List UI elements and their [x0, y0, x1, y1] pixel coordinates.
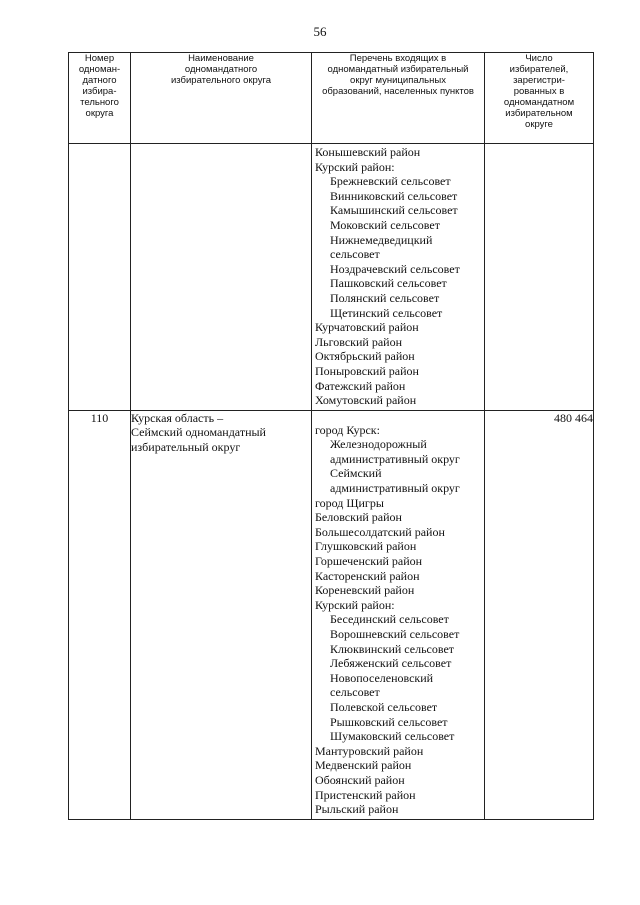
text-line: избирателей,: [509, 64, 569, 75]
list-item: Щетинский сельсовет: [330, 305, 443, 320]
list-item: сельсовет: [330, 247, 380, 262]
list-item: Ворошневский сельсовет: [330, 627, 460, 641]
list-item: административный округ: [330, 451, 460, 466]
list-item: Октябрьский район: [315, 349, 415, 364]
list-item: Ноздрачевский сельсовет: [330, 261, 460, 276]
list-item: Брежневский сельсовет: [330, 174, 451, 189]
header-row: [69, 53, 594, 144]
text-line: одномандатного: [184, 64, 258, 75]
list-item: Камышинский сельсовет: [330, 203, 458, 218]
text-line: образований, населенных пунктов: [322, 86, 474, 97]
voter-count-cell: 480 464: [485, 410, 594, 819]
list-item: Полянский сельсовет: [330, 290, 440, 305]
text-line: Число: [525, 53, 553, 64]
list-item: Железнодорожный: [330, 437, 427, 452]
list-item: Беловский район: [315, 510, 402, 525]
text-line: округе: [525, 119, 553, 130]
page-number: 56: [313, 24, 327, 39]
list-item: город Щигры: [315, 495, 384, 510]
text-line: зарегистри-: [513, 75, 565, 86]
list-item: Поныровский район: [315, 363, 419, 378]
list-item: Кореневский район: [315, 583, 415, 598]
list-item: Пашковский сельсовет: [330, 276, 447, 291]
list-item: Медвенский район: [315, 758, 412, 773]
text-line: Курская область –: [131, 410, 224, 425]
list-item: Обоянский район: [315, 772, 405, 787]
list-item: Шумаковский сельсовет: [330, 729, 455, 744]
text-line: округа: [85, 108, 114, 119]
list-item: Пристенский район: [315, 787, 416, 802]
text-line: Перечень входящих в: [349, 53, 447, 64]
list-item: Конышевский район: [315, 145, 421, 159]
text-line: тельного: [80, 97, 119, 108]
text-line: округ муниципальных: [350, 75, 446, 86]
list-item: город Курск:: [315, 422, 380, 437]
text-line: избирательного округа: [171, 75, 271, 86]
municipalities-cell: [312, 410, 485, 819]
text-line: избирательный округ: [131, 439, 241, 454]
voter-count-cell: [485, 144, 594, 411]
district-name-cell: [131, 410, 312, 819]
list-item: Льговский район: [315, 334, 402, 349]
list-item: Бесединский сельсовет: [330, 612, 449, 627]
list-item: Горшеченский район: [315, 554, 423, 569]
list-item: Курчатовский район: [315, 320, 419, 335]
text-line: одноман-: [78, 64, 121, 75]
list-item: сельсовет: [330, 685, 380, 700]
list-item: Курский район:: [315, 159, 395, 174]
list-item: Клюквинский сельсовет: [330, 641, 455, 656]
text-line: избира-: [82, 86, 117, 97]
text-line: рованных в: [513, 86, 565, 97]
municipality-list: [312, 144, 484, 410]
list-item: Курский район:: [315, 597, 395, 612]
header-voter-count: [485, 53, 594, 144]
district-number-cell: 110: [69, 410, 131, 819]
table-row: [69, 410, 594, 819]
text-line: избирательном: [505, 108, 573, 119]
districts-table: [68, 52, 594, 820]
header-district-number: [69, 53, 131, 144]
list-item: Лебяженский сельсовет: [330, 656, 452, 671]
list-item: Нижнемедведицкий: [330, 232, 433, 247]
list-item: Новопоселеновский: [330, 670, 434, 685]
list-item: Винниковский сельсовет: [330, 188, 458, 203]
text-line: Наименование: [188, 53, 254, 64]
list-item: Сеймский: [330, 466, 382, 481]
header-district-name: [131, 53, 312, 144]
list-item: Рышковский сельсовет: [330, 714, 448, 729]
list-item: административный округ: [330, 481, 460, 496]
list-item: Моковский сельсовет: [330, 217, 440, 232]
list-item: Рыльский район: [315, 802, 399, 817]
list-item: Большесолдатский район: [315, 524, 445, 539]
header-municipalities: [312, 53, 485, 144]
list-item: Хомутовский район: [315, 393, 417, 408]
text-line: одномандатный избирательный: [327, 64, 469, 75]
list-item: Касторенский район: [315, 568, 420, 583]
table-row: [69, 144, 594, 411]
text-line: одномандатном: [503, 97, 575, 108]
district-number-cell: [69, 144, 131, 411]
text-line: датного: [82, 75, 117, 86]
list-item: Полевской сельсовет: [330, 699, 438, 714]
municipality-list: [312, 411, 484, 819]
list-item: Фатежский район: [315, 378, 406, 393]
district-name-cell: [131, 144, 312, 411]
municipalities-cell: [312, 144, 485, 411]
list-item: Глушковский район: [315, 539, 417, 554]
list-item: Мантуровский район: [315, 743, 424, 758]
text-line: Сеймский одномандатный: [131, 425, 266, 440]
text-line: Номер: [84, 53, 115, 64]
